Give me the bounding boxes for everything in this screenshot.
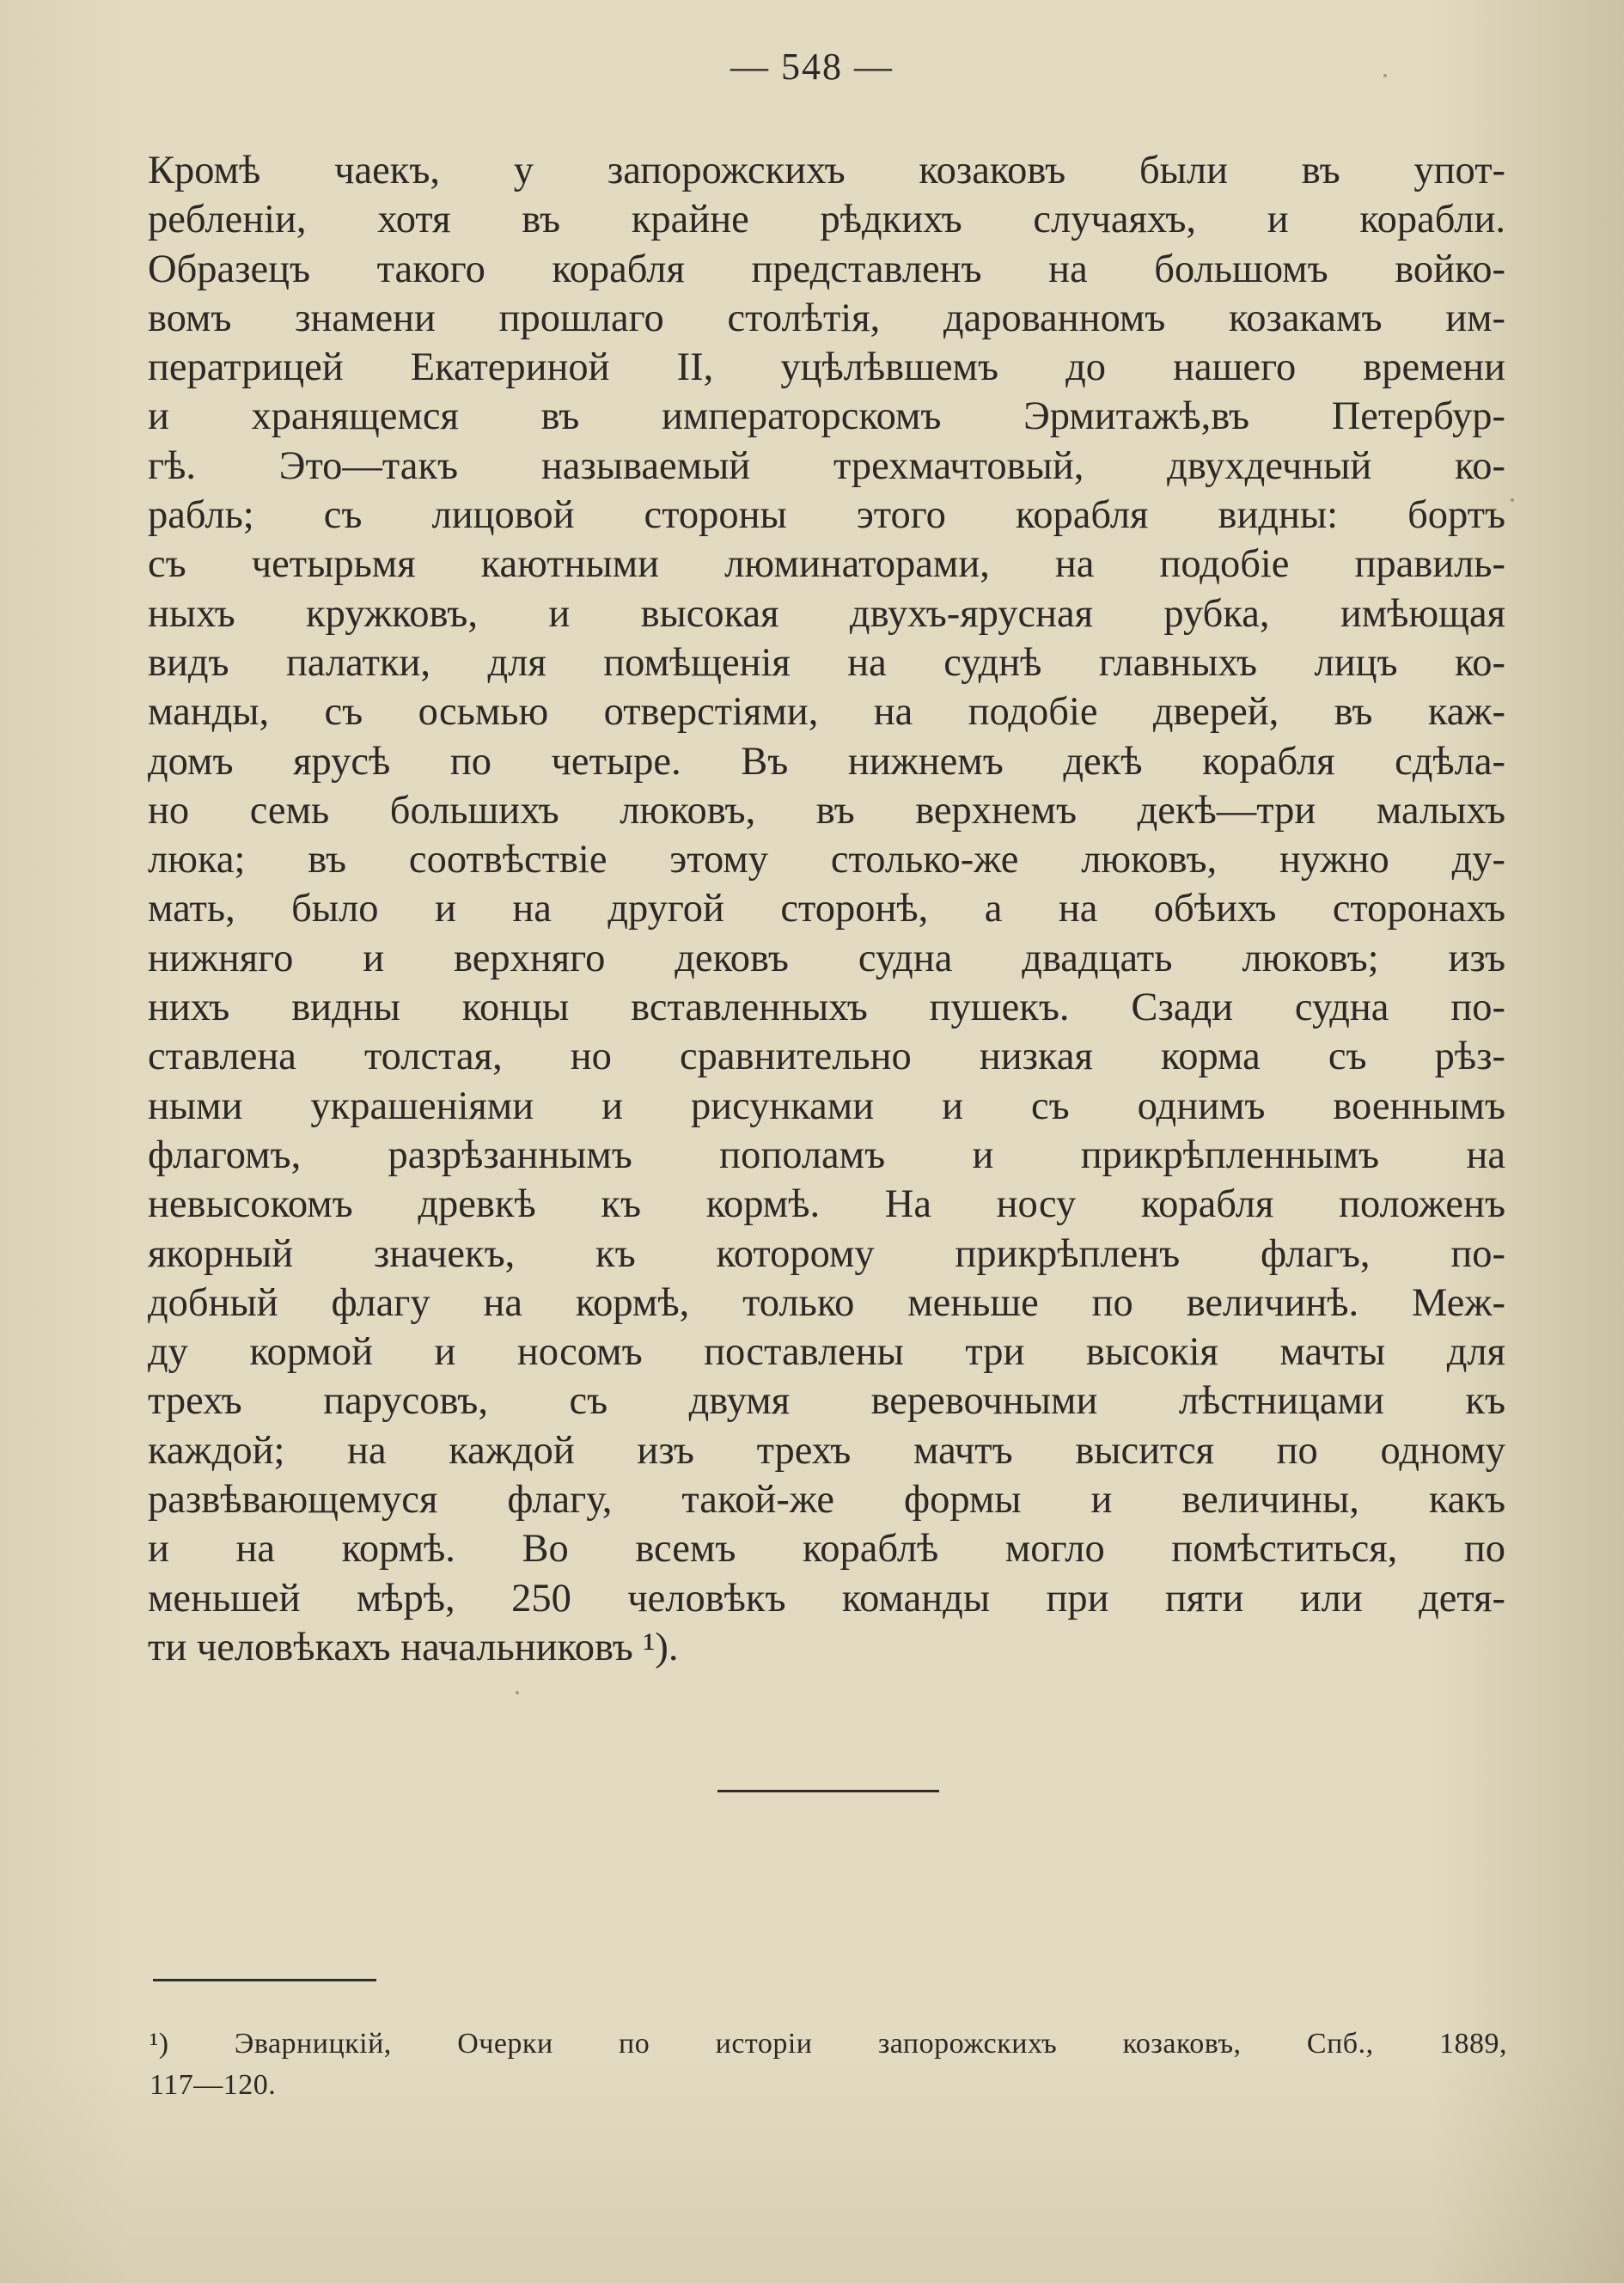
section-divider	[717, 1790, 939, 1792]
text-line: флагомъ, разрѣзаннымъ пополамъ и прикрѣпленнымъ на	[148, 1132, 1505, 1177]
text-line: видъ палатки, для помѣщенія на суднѣ главныхъ лицъ ко-	[148, 640, 1505, 685]
text-line: невысокомъ древкѣ къ кормѣ. На носу корабля положенъ	[148, 1182, 1505, 1227]
text-line: нихъ видны концы вставленныхъ пушекъ. Сзади судна по-	[148, 986, 1505, 1030]
text-line: съ четырьмя каютными люминаторами, на подобіе правиль-	[148, 542, 1505, 587]
text-line: домъ ярусѣ по четыре. Въ нижнемъ декѣ корабля сдѣла-	[148, 739, 1505, 784]
footnote	[150, 2024, 1507, 2106]
text-line: и хранящемся въ императорскомъ Эрмитажѣ,въ Петербур-	[148, 394, 1505, 439]
text-line: ныхъ кружковъ, и высокая двухъ-ярусная рубка, имѣющая	[148, 591, 1505, 636]
text-line: якорный значекъ, къ которому прикрѣпленъ флагъ, по-	[148, 1231, 1505, 1276]
main-paragraph	[148, 146, 1505, 1672]
text-line: люка; въ соотвѣствіе этому столько-же люковъ, нужно ду-	[148, 838, 1505, 882]
text-line: Образецъ такого корабля представленъ на большомъ войко-	[148, 247, 1505, 291]
text-line: ставлена толстая, но сравнительно низкая корма съ рѣз-	[148, 1035, 1505, 1079]
text-line: ными украшеніями и рисунками и съ однимъ военнымъ	[148, 1084, 1505, 1128]
text-line: гѣ. Это—такъ называемый трехмачтовый, двухдечный ко-	[148, 443, 1505, 488]
footnote-separator	[153, 1979, 376, 1981]
text-line: меньшей мѣрѣ, 250 человѣкъ команды при пяти или детя-	[148, 1576, 1505, 1621]
text-line: нижняго и верхняго дековъ судна двадцать люковъ; изъ	[148, 936, 1505, 980]
text-line: рабль; съ лицовой стороны этого корабля видны: бортъ	[148, 493, 1505, 538]
text-line: и на кормѣ. Во всемъ кораблѣ могло помѣститься, по	[148, 1527, 1505, 1572]
text-line: но семь большихъ люковъ, въ верхнемъ декѣ—три малыхъ	[148, 788, 1505, 833]
text-line: Кромѣ чаекъ, у запорожскихъ козаковъ были въ упот-	[148, 149, 1505, 192]
text-line: ребленіи, хотя въ крайне рѣдкихъ случаяхъ, и корабли.	[148, 198, 1505, 242]
text-line: ду кормой и носомъ поставлены три высокія мачты для	[148, 1330, 1505, 1375]
footnote-line: ¹) Эварницкій, Очерки по исторіи запорожскихъ козаковъ, Спб., 1889,	[150, 2028, 1507, 2060]
text-line: мать, было и на другой сторонѣ, а на обѣихъ сторонахъ	[148, 887, 1505, 931]
text-line: трехъ парусовъ, съ двумя веревочными лѣстницами къ	[148, 1379, 1505, 1424]
text-line: манды, съ осьмью отверстіями, на подобіе дверей, въ каж-	[148, 690, 1505, 735]
text-line: каждой; на каждой изъ трехъ мачтъ высится по одному	[148, 1428, 1505, 1473]
text-line: развѣвающемуся флагу, такой-же формы и величины, какъ	[148, 1478, 1505, 1523]
text-line: ти человѣкахъ начальниковъ ¹).	[148, 1625, 679, 1670]
text-line: вомъ знамени прошлаго столѣтія, дарованномъ козакамъ им-	[148, 296, 1505, 340]
text-line: добный флагу на кормѣ, только меньше по величинѣ. Меж-	[148, 1280, 1505, 1325]
page-number: — 548 —	[730, 46, 894, 88]
paper-speck	[1383, 74, 1387, 77]
text-line: ператрицей Екатериной II, уцѣлѣвшемъ до нашего времени	[148, 345, 1505, 390]
footnote-line: 117—120.	[150, 2069, 277, 2101]
paper-speck	[1511, 498, 1514, 502]
paper-speck	[516, 1691, 519, 1694]
